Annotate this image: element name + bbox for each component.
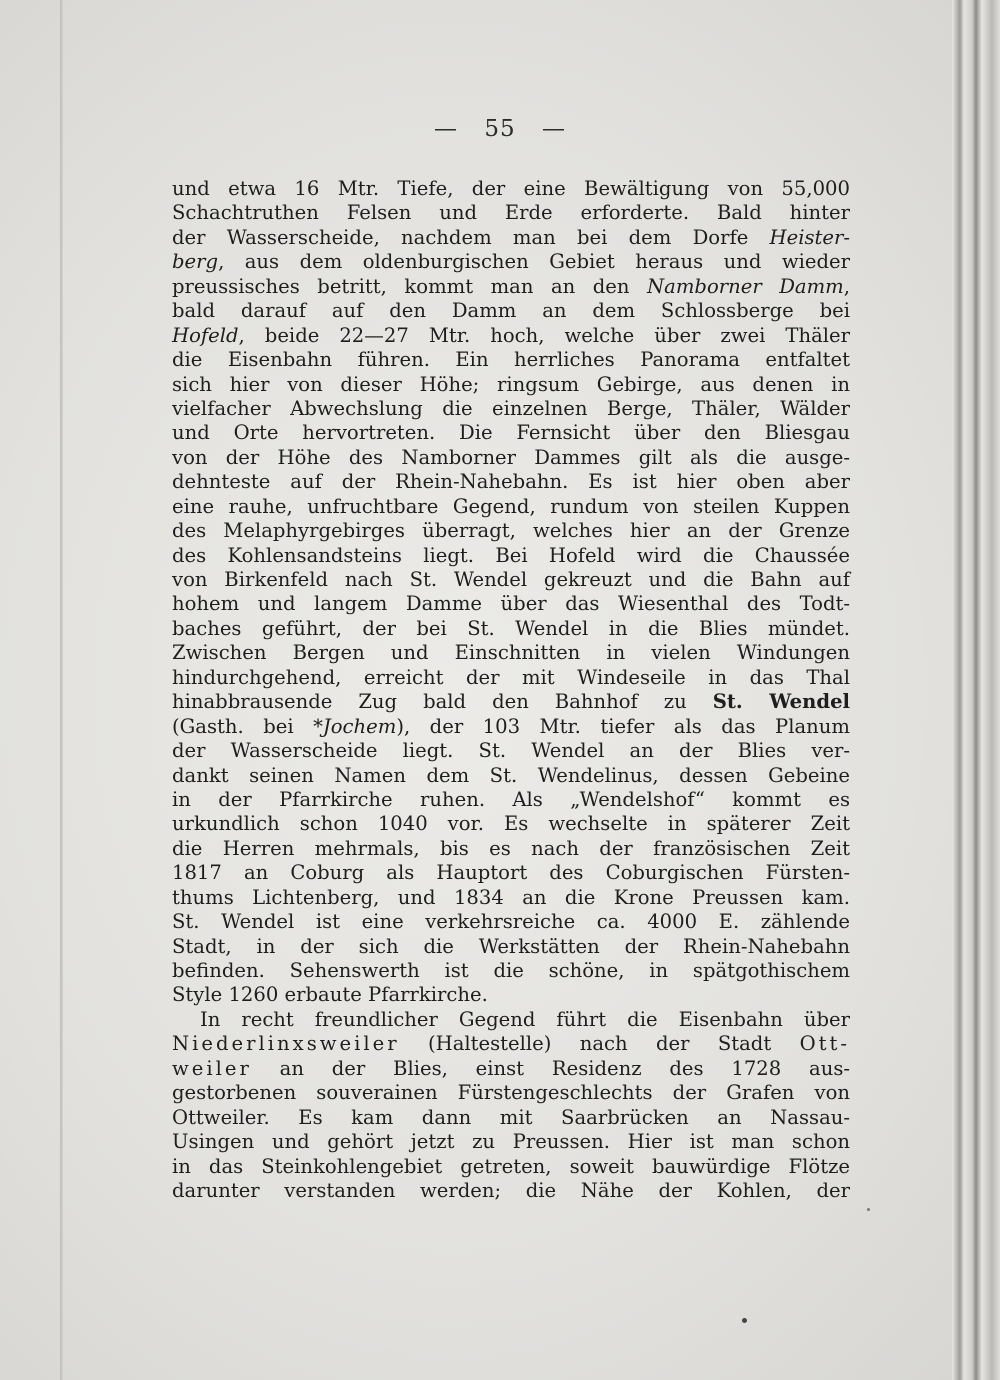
- text-line: [172, 421, 850, 445]
- text-line: [172, 788, 850, 812]
- body-text: [172, 177, 850, 1203]
- text-line: [172, 666, 850, 690]
- text-line: [172, 592, 850, 616]
- text-line: [172, 226, 850, 250]
- text-line: [172, 959, 850, 983]
- text-run: thums Lichtenberg, und 1834 an die Krone Preussen kam.: [172, 885, 850, 909]
- text-line: [172, 1106, 850, 1130]
- text-run: der Wasserscheide, nachdem man bei dem Dorfe: [172, 225, 770, 249]
- text-run: hindurchgehend, erreicht der mit Windeseile in das Thal: [172, 665, 850, 689]
- text-line: [172, 201, 850, 225]
- text-run: (Haltestelle) nach der Stadt: [399, 1032, 800, 1056]
- spaced-place-name: Niederlinxsweiler: [172, 1032, 400, 1056]
- text-line: [172, 373, 850, 397]
- text-run: , aus dem oldenburgischen Gebiet heraus und wieder: [218, 250, 850, 274]
- text-run: darunter verstanden werden; die Nähe der Kohlen, der: [172, 1178, 850, 1202]
- text-run: Ottweiler. Es kam dann mit Saarbrücken an Nassau-: [172, 1105, 850, 1129]
- text-run: preussisches betritt, kommt man an den: [172, 274, 648, 298]
- text-run: ,: [843, 274, 850, 298]
- text-line: [172, 837, 850, 861]
- printer-mark: [742, 1318, 747, 1323]
- italic-name: Jochem: [322, 714, 397, 738]
- text-run: in der Pfarrkirche ruhen. Als „Wendelshof“ kommt es: [172, 787, 850, 811]
- page-number-dash-right: —: [541, 116, 566, 142]
- text-line: [172, 1008, 850, 1032]
- text-line: [172, 886, 850, 910]
- text-run: 1817 an Coburg als Hauptort des Coburgischen Fürsten-: [172, 861, 850, 885]
- text-line: [172, 764, 850, 788]
- text-line: [172, 1179, 850, 1203]
- text-line: [172, 1081, 850, 1105]
- text-line: [172, 1155, 850, 1179]
- text-run: St. Wendel ist eine verkehrsreiche ca. 4000 E. zählende: [172, 910, 850, 934]
- bold-place-name: St. Wendel: [712, 690, 851, 714]
- text-run: vielfacher Abwechslung die einzelnen Berge, Thäler, Wälder: [172, 396, 850, 420]
- text-line: [172, 544, 850, 568]
- italic-name: berg: [172, 250, 219, 274]
- text-run: (Gasth. bei *: [172, 714, 323, 738]
- text-line: [172, 812, 850, 836]
- text-run: befinden. Sehenswerth ist die schöne, in spätgothischem: [172, 959, 850, 982]
- text-run: Stadt, in der sich die Werkstätten der Rhein-Nahebahn: [172, 934, 850, 958]
- text-run: die Eisenbahn führen. Ein herrliches Panorama entfaltet: [172, 348, 850, 372]
- page-number: 55: [484, 116, 516, 142]
- text-line: [172, 861, 850, 885]
- text-run: Schachtruthen Felsen und Erde erforderte. Bald hinter: [172, 201, 850, 225]
- page-header: [0, 116, 1000, 142]
- text-line: [172, 617, 850, 641]
- text-run: und etwa 16 Mtr. Tiefe, der eine Bewältigung von 55,000: [172, 177, 850, 200]
- text-line: [172, 641, 850, 665]
- spaced-place-name: Ott-: [799, 1032, 850, 1056]
- text-line: [172, 470, 850, 494]
- text-run: eine rauhe, unfruchtbare Gegend, rundum von steilen Kuppen: [172, 494, 850, 518]
- text-line: [172, 690, 850, 714]
- text-run: in das Steinkohlengebiet getreten, soweit bauwürdige Flötze: [172, 1154, 850, 1178]
- text-line: [172, 910, 850, 934]
- text-run: Zwischen Bergen und Einschnitten in vielen Windungen: [172, 641, 850, 665]
- text-run: Style 1260 erbaute Pfarrkirche.: [172, 983, 488, 1007]
- text-run: von Birkenfeld nach St. Wendel gekreuzt und die Bahn auf: [172, 568, 850, 591]
- text-line: [172, 1130, 850, 1154]
- text-run: von der Höhe des Namborner Dammes gilt als die ausge-: [172, 445, 850, 469]
- text-line: [172, 275, 850, 299]
- binding-shadow: [60, 0, 63, 1380]
- text-run: In recht freundlicher Gegend führt die Eisenbahn über: [200, 1007, 850, 1031]
- text-run: , beide 22—27 Mtr. hoch, welche über zwei Thäler: [238, 323, 850, 347]
- text-run: des Kohlensandsteins liegt. Bei Hofeld wird die Chaussée: [172, 543, 850, 567]
- text-run: dehnteste auf der Rhein-Nahebahn. Es ist hier oben aber: [172, 470, 850, 494]
- text-line: [172, 1032, 850, 1056]
- text-line: [172, 568, 850, 592]
- text-line: [172, 299, 850, 323]
- text-line: [172, 935, 850, 959]
- text-run: baches geführt, der bei St. Wendel in die Blies mündet.: [172, 616, 850, 640]
- text-run: der Wasserscheide liegt. St. Wendel an der Blies ver-: [172, 739, 850, 763]
- speck: [867, 1208, 870, 1211]
- text-run: die Herren mehrmals, bis es nach der französischen Zeit: [172, 836, 850, 860]
- italic-name: Hofeld: [172, 323, 239, 347]
- text-line: [172, 250, 850, 274]
- text-line: [172, 495, 850, 519]
- text-line: [172, 983, 850, 1007]
- italic-name: Heister-: [769, 225, 850, 249]
- text-run: sich hier von dieser Höhe; ringsum Gebirge, aus denen in: [172, 372, 850, 396]
- text-line: [172, 715, 850, 739]
- text-line: [172, 446, 850, 470]
- text-line: [172, 519, 850, 543]
- text-run: ), der 103 Mtr. tiefer als das Planum: [396, 714, 850, 738]
- text-line: [172, 739, 850, 763]
- text-run: bald darauf auf den Damm an dem Schlossberge bei: [172, 299, 850, 323]
- text-run: des Melaphyrgebirges überragt, welches hier an der Grenze: [172, 519, 850, 543]
- text-run: gestorbenen souverainen Fürstengeschlechts der Grafen von: [172, 1081, 850, 1105]
- text-run: Usingen und gehört jetzt zu Preussen. Hier ist man schon: [172, 1130, 850, 1154]
- text-line: [172, 1057, 850, 1081]
- text-run: hinabbrausende Zug bald den Bahnhof zu: [172, 690, 713, 714]
- text-run: an der Blies, einst Residenz des 1728 aus-: [251, 1056, 850, 1080]
- italic-name: Namborner Damm: [647, 274, 844, 298]
- text-run: urkundlich schon 1040 vor. Es wechselte in späterer Zeit: [172, 812, 850, 836]
- text-line: [172, 324, 850, 348]
- text-run: dankt seinen Namen dem St. Wendelinus, dessen Gebeine: [172, 763, 850, 787]
- spaced-place-name: weiler: [172, 1056, 252, 1080]
- text-line: [172, 177, 850, 201]
- page-number-dash-left: —: [434, 116, 459, 142]
- text-line: [172, 348, 850, 372]
- text-run: und Orte hervortreten. Die Fernsicht über den Bliesgau: [172, 421, 850, 445]
- text-line: [172, 397, 850, 421]
- page-edges: [952, 0, 1000, 1380]
- text-run: hohem und langem Damme über das Wiesenthal des Todt-: [172, 592, 850, 616]
